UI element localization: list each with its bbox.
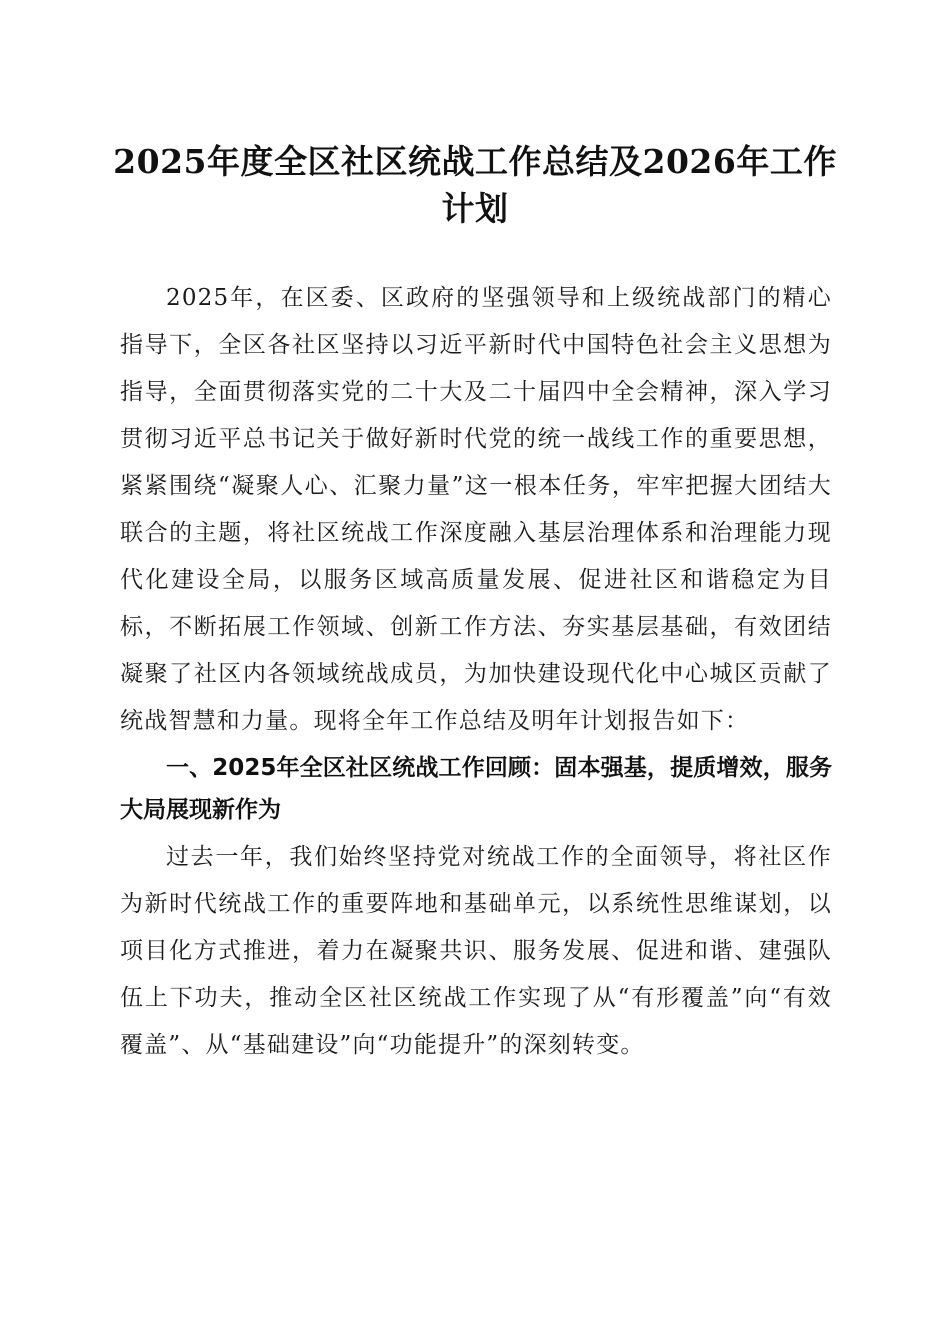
document-body [120, 275, 832, 1069]
section-1-paragraph: 过去一年，我们始终坚持党对统战工作的全面领导，将社区作为新时代统战工作的重要阵地和基础单元，以系统性思维谋划，以项目化方式推进，着力在凝聚共识、服务发展、促进和谐、建强队伍上下功夫，推动全区社区统战工作实现了从“有形覆盖”向“有效覆盖”、从“基础建设”向“功能提升”的深刻转变。 [120, 844, 832, 1058]
section-heading-1: 一、2025年全区社区统战工作回顾：固本强基，提质增效，服务大局展现新作为 [120, 755, 832, 823]
document-title: 2025年度全区社区统战工作总结及2026年工作计划 [113, 142, 837, 228]
intro-paragraph: 2025年，在区委、区政府的坚强领导和上级统战部门的精心指导下，全区各社区坚持以习近平新时代中国特色社会主义思想为指导，全面贯彻落实党的二十大及二十届四中全会精神，深入学习贯彻习近平总书记关于做好新时代党的统一战线工作的重要思想，紧紧围绕“凝聚人心、汇聚力量”这一根本任务，牢牢把握大团结大联合的主题，将社区统战工作深度融入基层治理体系和治理能力现代化建设全局，以服务区域高质量发展、促进社区和谐稳定为目标，不断拓展工作领域、创新工作方法、夯实基层基础，有效团结凝聚了社区内各领域统战成员，为加快建设现代化中心城区贡献了统战智慧和力量。现将全年工作总结及明年计划报告如下： [120, 285, 832, 734]
